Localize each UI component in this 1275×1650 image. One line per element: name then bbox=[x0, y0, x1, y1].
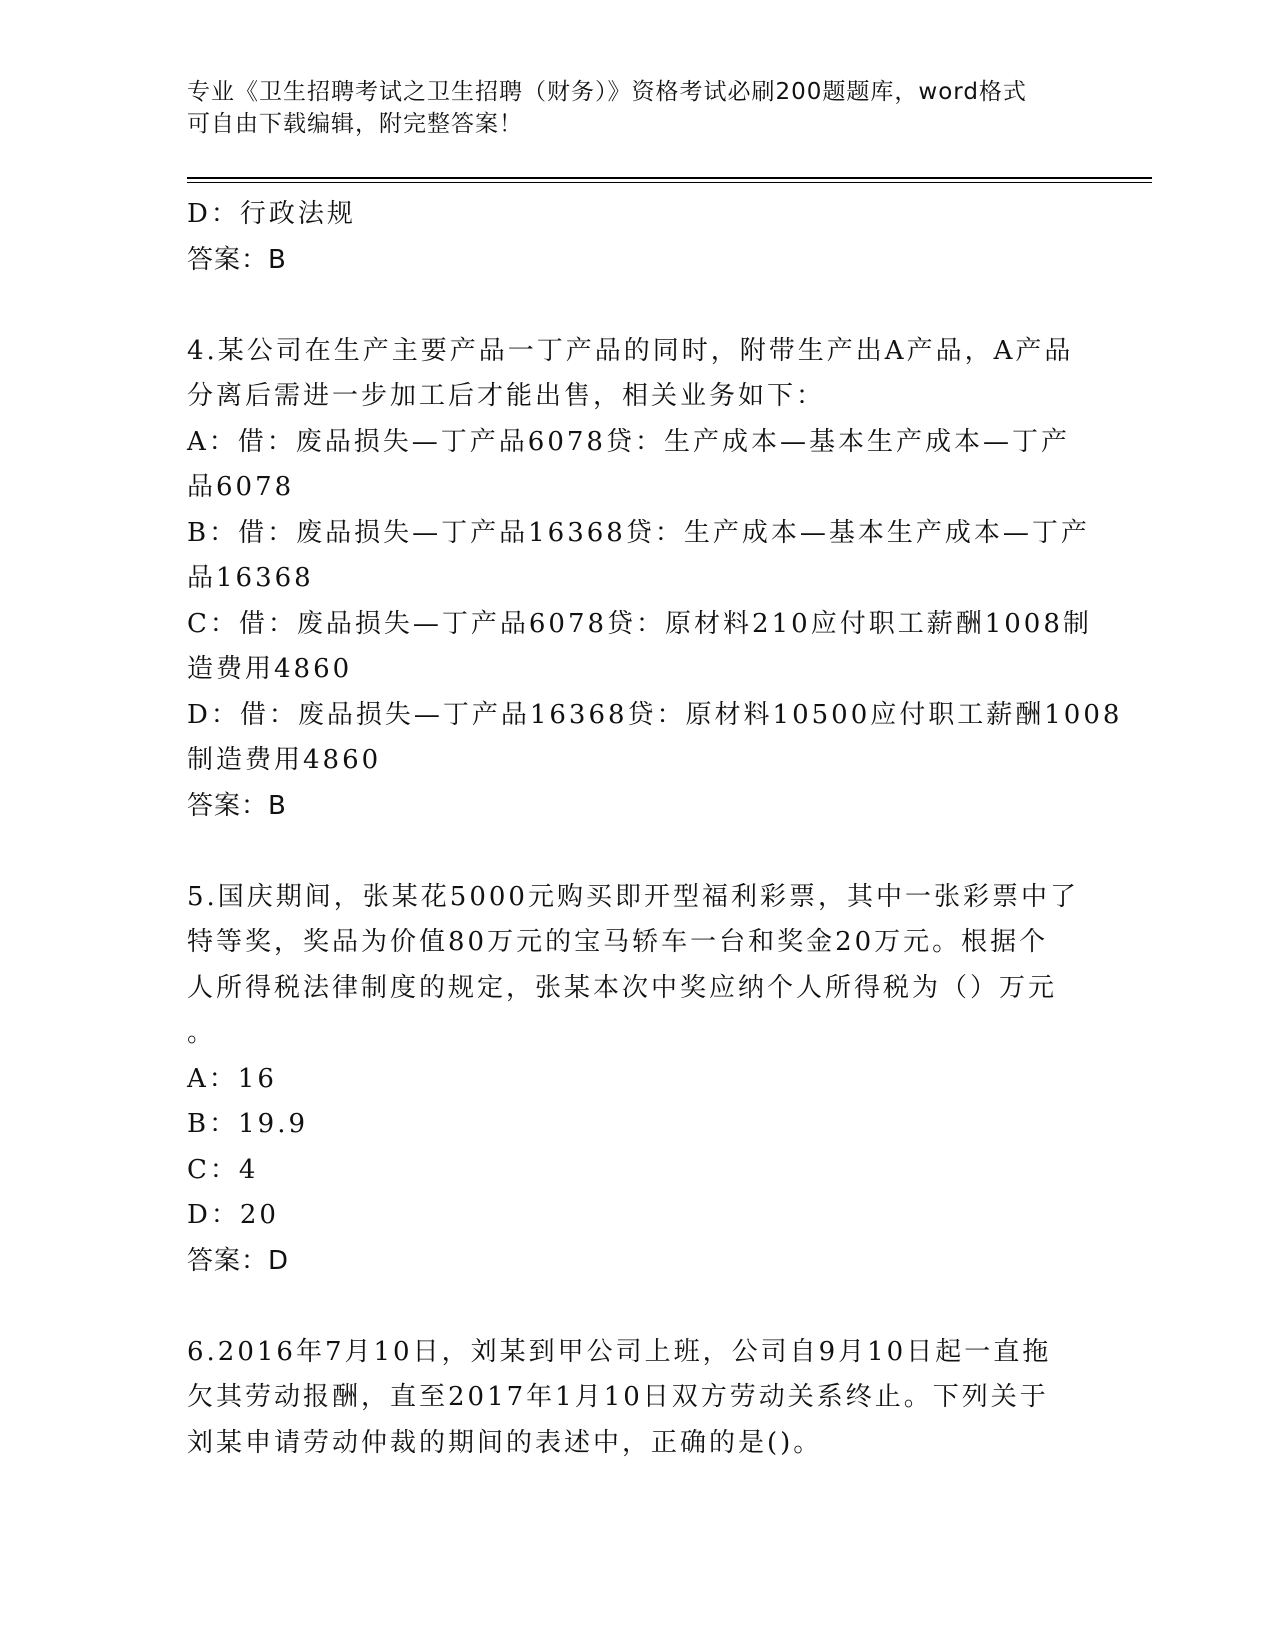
answer-line: 答案：D bbox=[187, 1245, 290, 1276]
document-body bbox=[187, 192, 1123, 1466]
option-b: B：19.9 bbox=[187, 1109, 308, 1139]
question-stem-line: 分离后需进一步加工后才能出售，相关业务如下： bbox=[187, 381, 826, 411]
header-divider-thin bbox=[187, 182, 1152, 183]
option-c: C：4 bbox=[187, 1154, 259, 1185]
question-spacer bbox=[187, 829, 1087, 875]
option-a: A：借：废品损失—丁产品6078贷：生产成本—基本生产成本—丁产 bbox=[187, 426, 1070, 457]
question-stem-line: 特等奖，奖品为价值80万元的宝马轿车一台和奖金20万元。根据个 bbox=[187, 927, 1049, 957]
question-3-tail bbox=[187, 192, 1087, 283]
option-c-continued: 造费用4860 bbox=[187, 654, 353, 684]
answer-line: 答案：B bbox=[187, 244, 287, 275]
question-stem-line: 。 bbox=[187, 1018, 217, 1048]
question-stem-line: 刘某申请劳动仲裁的期间的表述中，正确的是()。 bbox=[187, 1427, 823, 1458]
question-stem-line: 人所得税法律制度的规定，张某本次中奖应纳个人所得税为（）万元 bbox=[187, 972, 1058, 1003]
question-stem-line: 6.2016年7月10日，刘某到甲公司上班，公司自9月10日起一直拖 bbox=[187, 1336, 1052, 1367]
question-stem-line: 欠其劳动报酬，直至2017年1月10日双方劳动关系终止。下列关于 bbox=[187, 1382, 1049, 1412]
question-stem-line: 4.某公司在生产主要产品一丁产品的同时，附带生产出A产品，A产品 bbox=[187, 335, 1074, 366]
question-stem-line: 5.国庆期间，张某花5000元购买即开型福利彩票，其中一张彩票中了 bbox=[187, 881, 1079, 912]
header-line-2: 可自由下载编辑，附完整答案！ bbox=[187, 111, 523, 137]
question-spacer bbox=[187, 1284, 1087, 1330]
option-c: C：借：废品损失—丁产品6078贷：原材料210应付职工薪酬1008制 bbox=[187, 608, 1092, 639]
option-d: D：借：废品损失—丁产品16368贷：原材料10500应付职工薪酬1008 bbox=[187, 699, 1123, 730]
question-4 bbox=[187, 329, 1123, 830]
document-header bbox=[187, 76, 1067, 140]
option-a: A：16 bbox=[187, 1063, 277, 1094]
answer-line: 答案：B bbox=[187, 790, 287, 821]
option-d: D：20 bbox=[187, 1200, 279, 1230]
question-spacer bbox=[187, 283, 1087, 329]
option-d: D：行政法规 bbox=[187, 199, 356, 229]
question-5 bbox=[187, 875, 1087, 1285]
option-b-continued: 品16368 bbox=[187, 563, 314, 593]
header-divider-thick bbox=[187, 177, 1152, 179]
option-b: B：借：废品损失—丁产品16368贷：生产成本—基本生产成本—丁产 bbox=[187, 517, 1090, 548]
question-6 bbox=[187, 1330, 1087, 1467]
option-d-continued: 制造费用4860 bbox=[187, 745, 382, 775]
option-a-continued: 品6078 bbox=[187, 472, 295, 502]
header-line-1: 专业《卫生招聘考试之卫生招聘（财务）》资格考试必刷200题题库，word格式 bbox=[187, 79, 1027, 105]
